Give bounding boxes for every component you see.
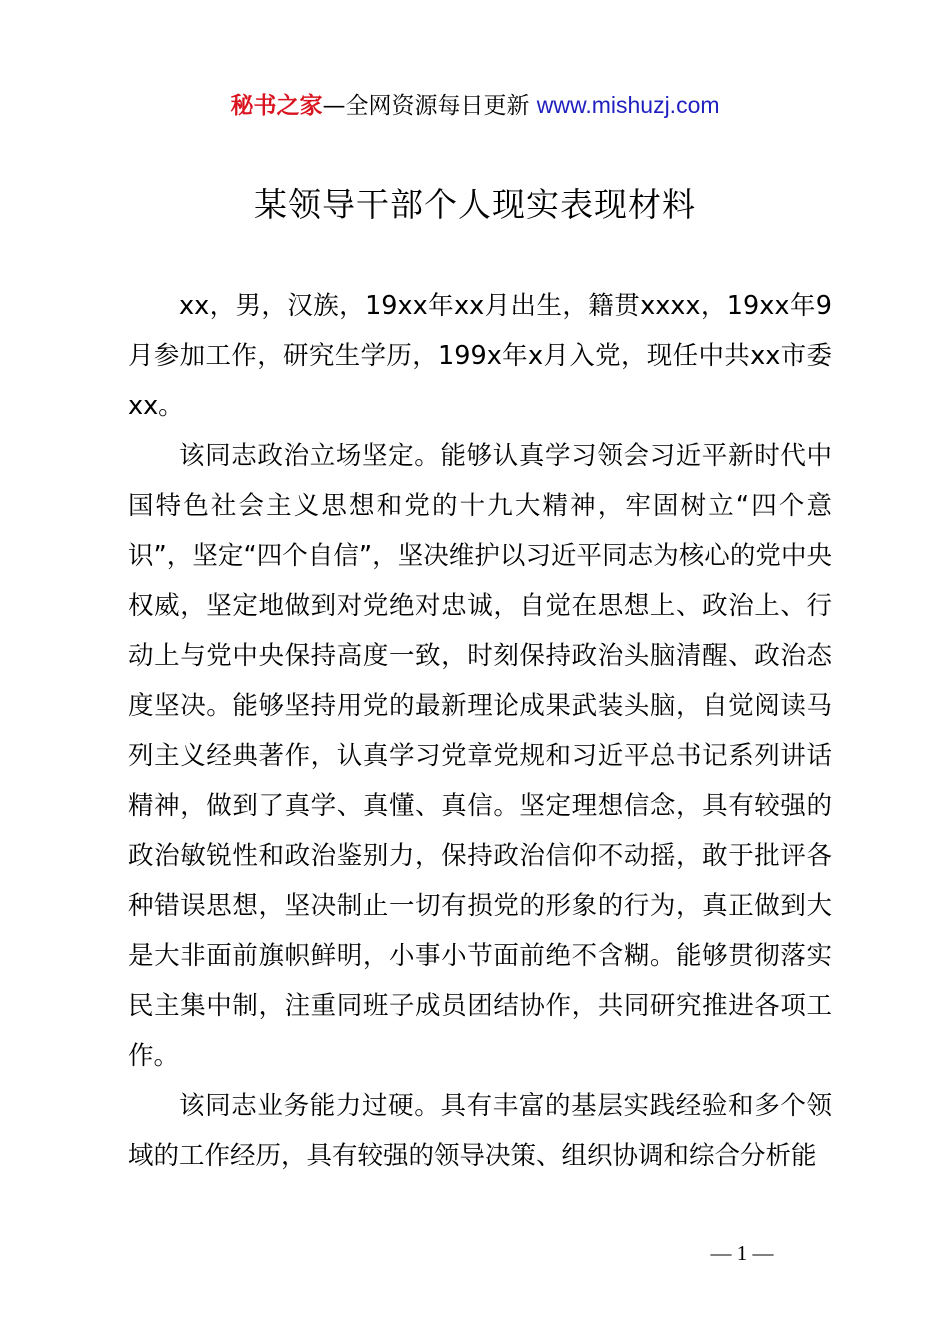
document-body <box>128 281 832 1181</box>
page-number: — 1 — <box>710 1241 774 1265</box>
paragraph-political-stance: 该同志政治立场坚定。能够认真学习领会习近平新时代中国特色社会主义思想和党的十九大精神，牢固树立“四个意识”，坚定“四个自信”，坚决维护以习近平同志为核心的党中央权威，坚定地做到对党绝对忠诚，自觉在思想上、政治上、行动上与党中央保持高度一致，时刻保持政治头脑清醒、政治态度坚决。能够坚持用党的最新理论成果武装头脑，自觉阅读马列主义经典著作，认真学习党章党规和习近平总书记系列讲话精神，做到了真学、真懂、真信。坚定理想信念，具有较强的政治敏锐性和政治鉴别力，保持政治信仰不动摇，敢于批评各种错误思想，坚决制止一切有损党的形象的行为，真正做到大是大非面前旗帜鲜明，小事小节面前绝不含糊。能够贯彻落实民主集中制，注重同班子成员团结协作，共同研究推进各项工作。 <box>128 441 832 1071</box>
paragraph-profile: xx，男，汉族，19xx年xx月出生，籍贯xxxx，19xx年9月参加工作，研究生学历，199x年x月入党，现任中共xx市委xx。 <box>128 291 832 421</box>
document-title: 某领导干部个人现实表现材料 <box>254 185 696 224</box>
site-url-link[interactable]: www.mishuzj.com <box>536 92 720 118</box>
site-header <box>0 88 950 123</box>
site-tagline: —全网资源每日更新 <box>322 93 537 119</box>
paragraph-professional-ability: 该同志业务能力过硬。具有丰富的基层实践经验和多个领域的工作经历，具有较强的领导决策、组织协调和综合分析能 <box>128 1091 832 1171</box>
site-brand-name: 秘书之家 <box>230 93 323 119</box>
